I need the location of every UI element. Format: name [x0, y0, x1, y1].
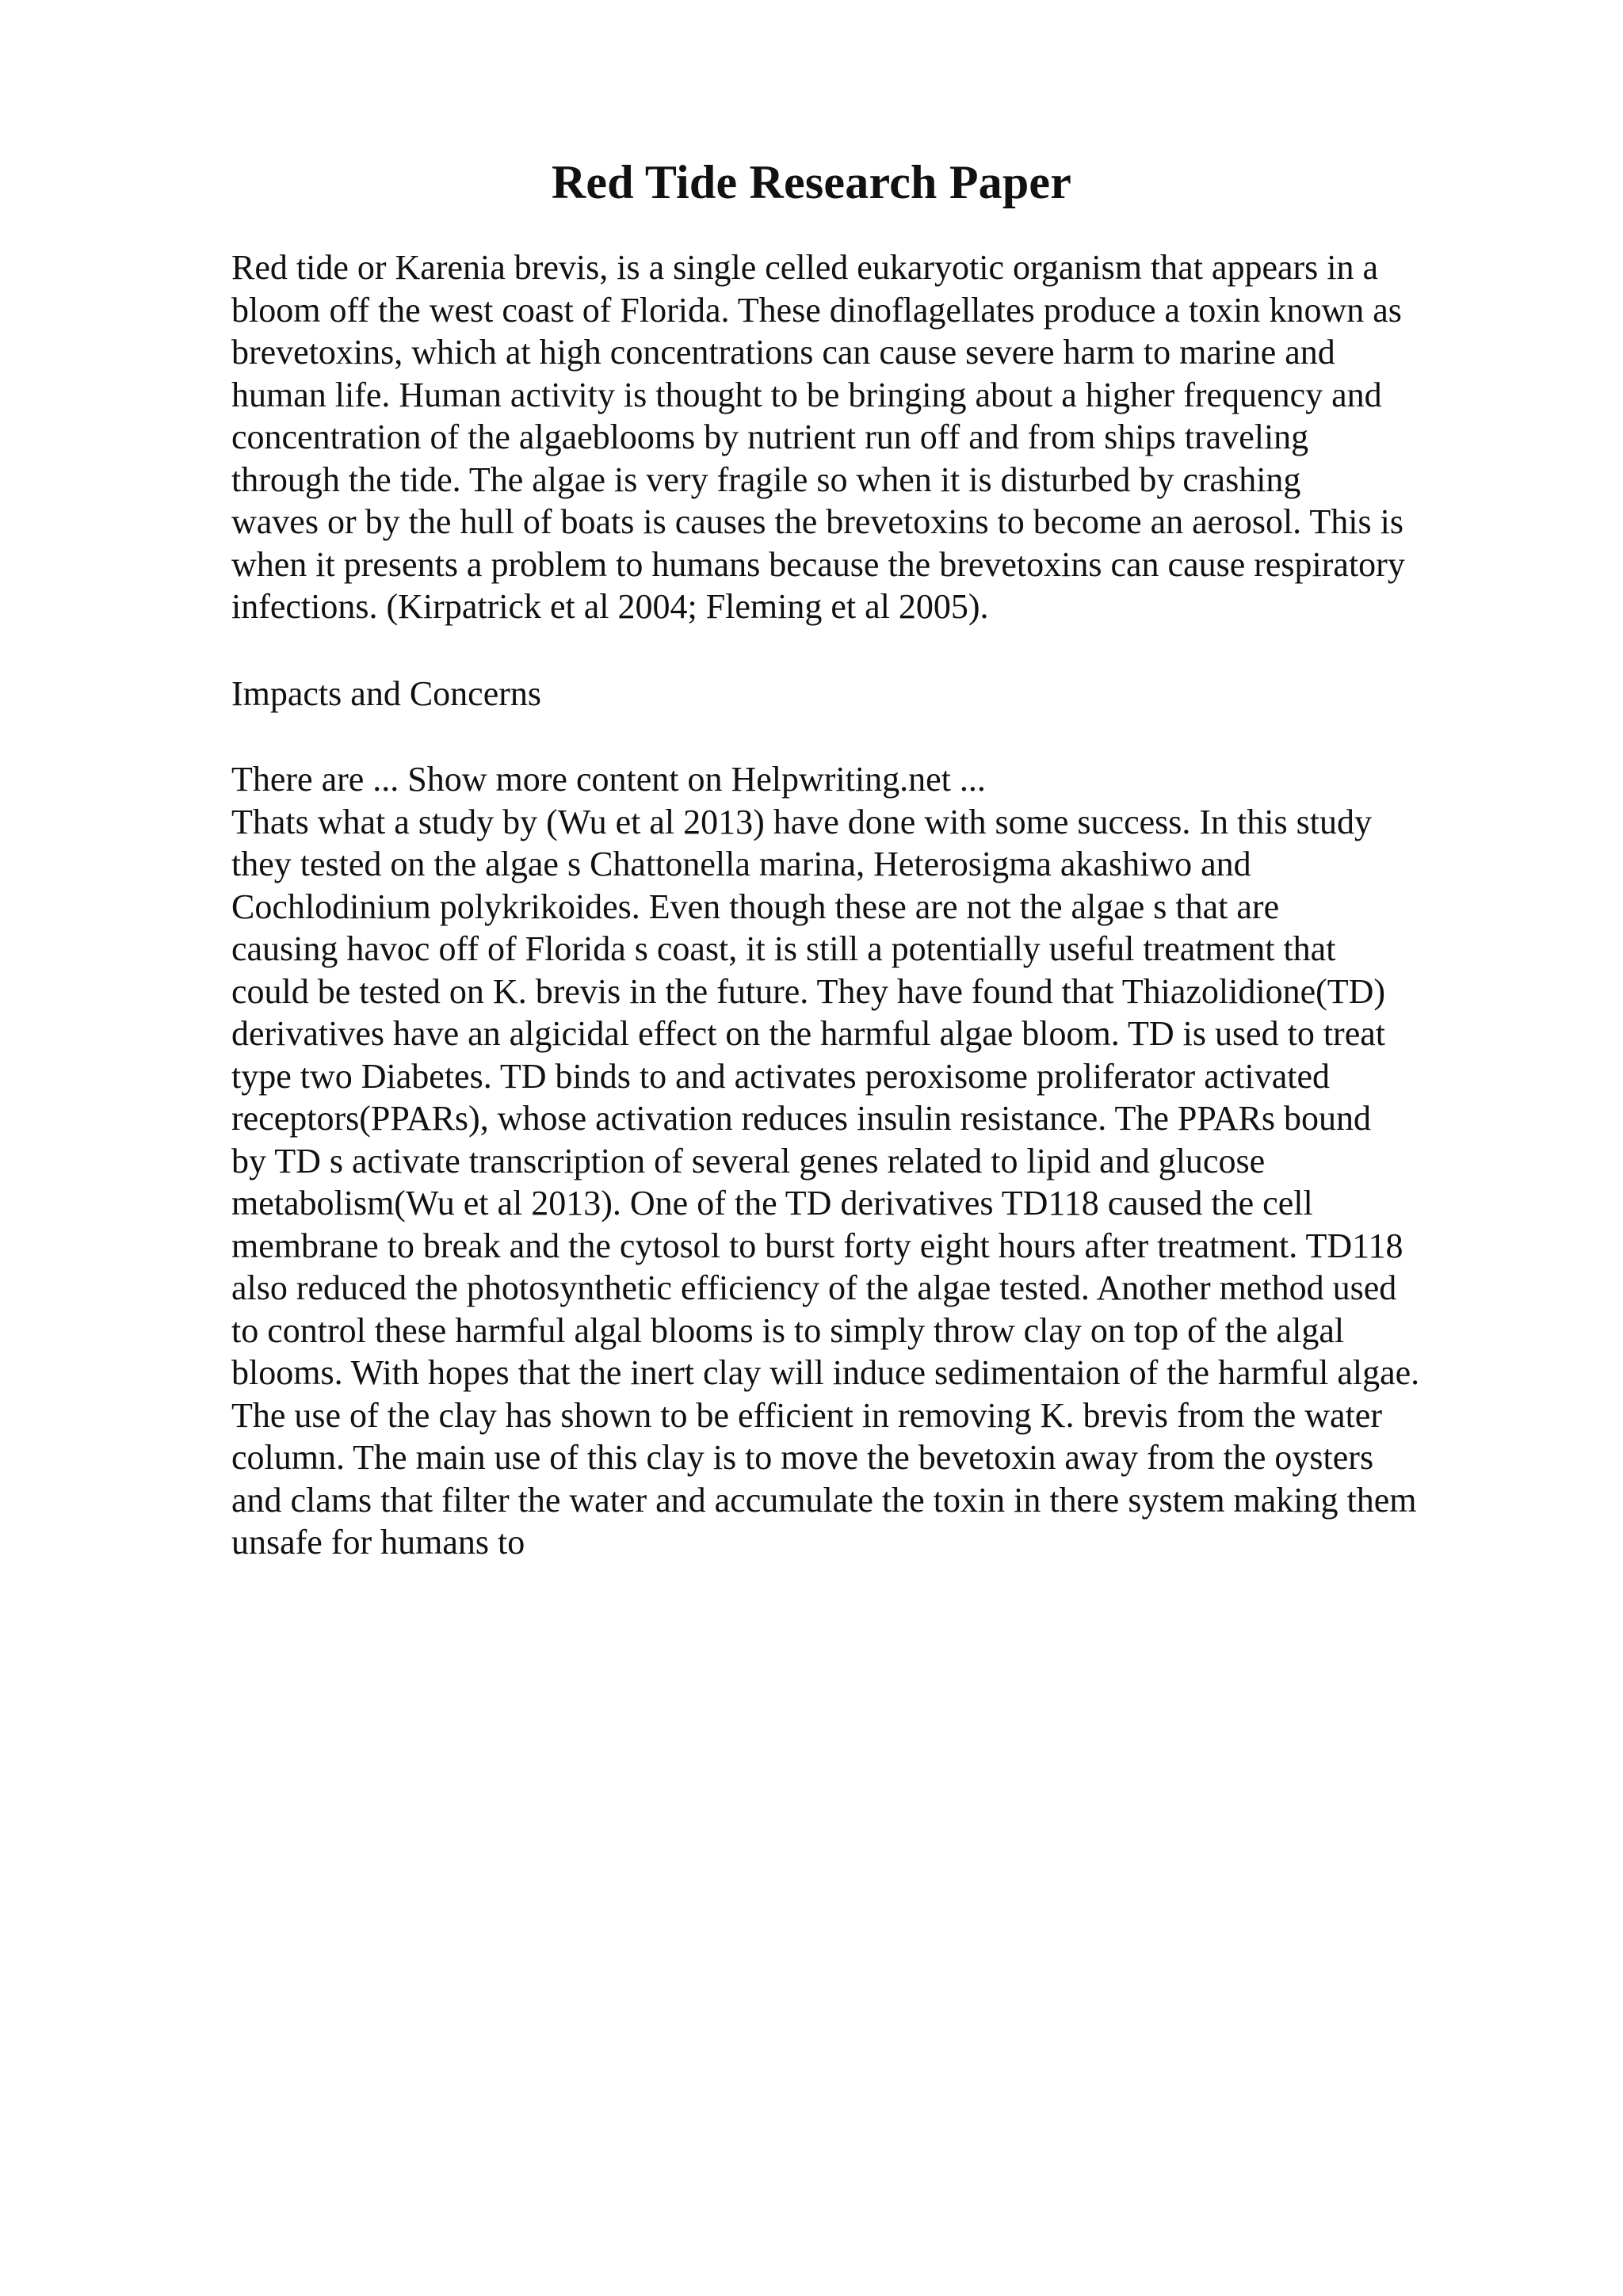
paragraph-line: could be tested on K. brevis in the future. They have found that Thiazolidione(TD) [231, 971, 1386, 1011]
paragraph-line: by TD s activate transcription of several genes related to lipid and glucose [231, 1141, 1266, 1180]
paragraph-line: when it presents a problem to humans because the brevetoxins can cause respiratory [231, 544, 1405, 584]
paragraph-line: Red tide or Karenia brevis, is a single celled eukaryotic organism that appears in a [231, 248, 1379, 287]
paragraph-line: column. The main use of this clay is to move the bevetoxin away from the oysters [231, 1438, 1374, 1477]
section-heading-text: Impacts and Concerns [231, 674, 541, 713]
paragraph-line: causing havoc off of Florida s coast, it is still a potentially useful treatment that [231, 929, 1336, 968]
paragraph-line: Thats what a study by (Wu et al 2013) have done with some success. In this study [231, 802, 1372, 841]
paragraph-line: they tested on the algae s Chattonella marina, Heterosigma akashiwo and [231, 845, 1251, 883]
paragraph-line: through the tide. The algae is very fragile so when it is disturbed by crashing [231, 460, 1301, 499]
body-paragraph [231, 758, 1515, 1564]
paragraph-line: infections. (Kirpatrick et al 2004; Fleming et al 2005). [231, 587, 989, 626]
paragraph-line: There are ... Show more content on Helpwriting.net ... [231, 760, 986, 799]
paragraph-line: membrane to break and the cytosol to burst forty eight hours after treatment. TD118 [231, 1226, 1403, 1265]
paragraph-line: to control these harmful algal blooms is to simply throw clay on top of the algal [231, 1310, 1345, 1350]
paragraph-line: unsafe for humans to [231, 1523, 525, 1562]
page-title: Red Tide Research Paper [551, 156, 1072, 208]
intro-paragraph [231, 246, 1515, 628]
section-heading [231, 673, 1515, 715]
paragraph-line: metabolism(Wu et al 2013). One of the TD derivatives TD118 caused the cell [231, 1184, 1313, 1222]
paragraph-line: concentration of the algaeblooms by nutrient run off and from ships traveling [231, 418, 1309, 456]
paragraph-line: type two Diabetes. TD binds to and activates peroxisome proliferator activated [231, 1056, 1330, 1096]
paragraph-line: blooms. With hopes that the inert clay will induce sedimentaion of the harmful algae. [231, 1353, 1420, 1392]
paragraph-line: waves or by the hull of boats is causes the brevetoxins to become an aerosol. This is [231, 502, 1403, 541]
paragraph-line: derivatives have an algicidal effect on the harmful algae bloom. TD is used to treat [231, 1014, 1385, 1053]
paragraph-line: also reduced the photosynthetic efficiency of the algae tested. Another method used [231, 1268, 1397, 1307]
paragraph-line: human life. Human activity is thought to be bringing about a higher frequency and [231, 375, 1382, 414]
paragraph-line: The use of the clay has shown to be efficient in removing K. brevis from the water [231, 1395, 1382, 1435]
paragraph-line: receptors(PPARs), whose activation reduces insulin resistance. The PPARs bound [231, 1099, 1371, 1138]
paragraph-line: bloom off the west coast of Florida. These dinoflagellates produce a toxin known as [231, 290, 1402, 330]
paragraph-line: brevetoxins, which at high concentrations can cause severe harm to marine and [231, 333, 1335, 372]
paragraph-line: and clams that filter the water and accumulate the toxin in there system making them [231, 1480, 1417, 1520]
paragraph-line: Cochlodinium polykrikoides. Even though these are not the algae s that are [231, 887, 1280, 926]
